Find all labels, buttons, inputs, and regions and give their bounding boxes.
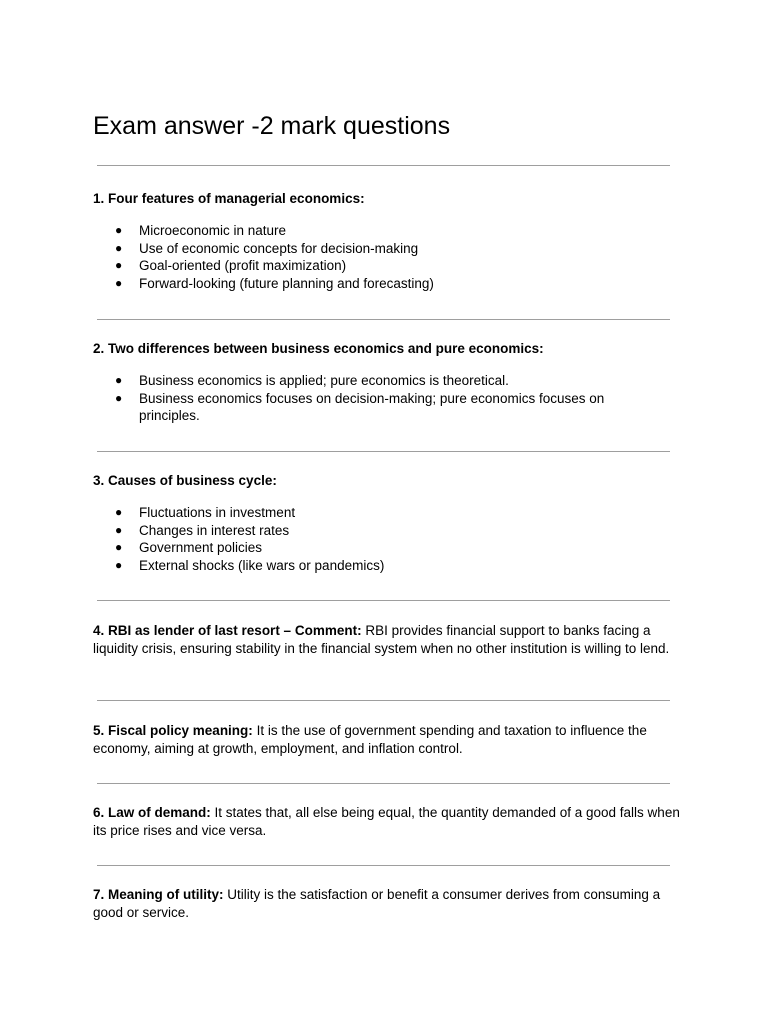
list-item [93, 257, 653, 275]
horizontal-divider [97, 319, 670, 320]
list-item-text: Changes in interest rates [139, 522, 290, 538]
list-item-text: External shocks (like wars or pandemics) [139, 557, 385, 573]
section-3-list [93, 504, 653, 574]
section-7-paragraph [93, 886, 683, 922]
section-6-text: It states that, all else being equal, the quantity demanded of a good falls when its price rises and vice versa. [93, 805, 680, 838]
bullet-icon: ● [115, 275, 123, 290]
list-item [93, 504, 653, 522]
list-item-text: Microeconomic in nature [139, 223, 287, 238]
page-title: Exam answer -2 mark questions [93, 112, 451, 140]
list-item-text: Goal-oriented (profit maximization) [139, 258, 347, 274]
horizontal-divider [97, 783, 670, 784]
list-item [93, 539, 653, 557]
section-3-heading: 3. Causes of business cycle: [93, 473, 277, 488]
list-item-text: Use of economic concepts for decision-making [139, 240, 419, 256]
bullet-icon: ● [115, 258, 123, 273]
section-5-text: It is the use of government spending and taxation to influence the economy, aiming at growth, employment, and inflation control. [93, 723, 647, 756]
bullet-icon: ● [115, 505, 123, 519]
section-6-paragraph [93, 804, 683, 840]
horizontal-divider [97, 165, 670, 166]
list-item [93, 557, 653, 575]
section-4-text: RBI provides financial support to banks facing a liquidity crisis, ensuring stability in the financial system when no other institution is willing to lend. [93, 623, 670, 656]
list-item-text: Forward-looking (future planning and forecasting) [139, 275, 434, 291]
bullet-icon: ● [115, 373, 123, 387]
list-item [93, 372, 653, 390]
list-item-text: Business economics focuses on decision-making; pure economics focuses on principles. [139, 390, 605, 424]
bullet-icon: ● [115, 557, 123, 572]
section-5-heading: 5. Fiscal policy meaning: [93, 723, 253, 738]
list-item [93, 275, 653, 293]
list-item [93, 240, 653, 258]
horizontal-divider [97, 700, 670, 701]
list-item-text: Business economics is applied; pure economics is theoretical. [139, 373, 509, 388]
section-7-text: Utility is the satisfaction or benefit a consumer derives from consuming a good or service. [93, 887, 661, 920]
section-6-heading: 6. Law of demand: [93, 805, 211, 820]
section-5-paragraph [93, 722, 683, 758]
section-4-heading: 4. RBI as lender of last resort – Comment: [93, 623, 362, 638]
section-4-paragraph [93, 622, 683, 658]
section-2-list [93, 372, 653, 425]
section-1-list [93, 222, 653, 292]
list-item [93, 522, 653, 540]
horizontal-divider [97, 600, 670, 601]
bullet-icon: ● [115, 522, 123, 537]
section-2-heading: 2. Two differences between business economics and pure economics: [93, 341, 544, 356]
section-1-heading: 1. Four features of managerial economics: [93, 191, 365, 206]
horizontal-divider [97, 451, 670, 452]
list-item-text: Fluctuations in investment [139, 505, 296, 520]
bullet-icon: ● [115, 540, 123, 555]
list-item [93, 390, 653, 425]
list-item-text: Government policies [139, 540, 263, 556]
bullet-icon: ● [115, 223, 123, 237]
bullet-icon: ● [115, 240, 123, 255]
section-7-heading: 7. Meaning of utility: [93, 887, 224, 902]
bullet-icon: ● [115, 390, 123, 405]
list-item [93, 222, 653, 240]
horizontal-divider [97, 865, 670, 866]
